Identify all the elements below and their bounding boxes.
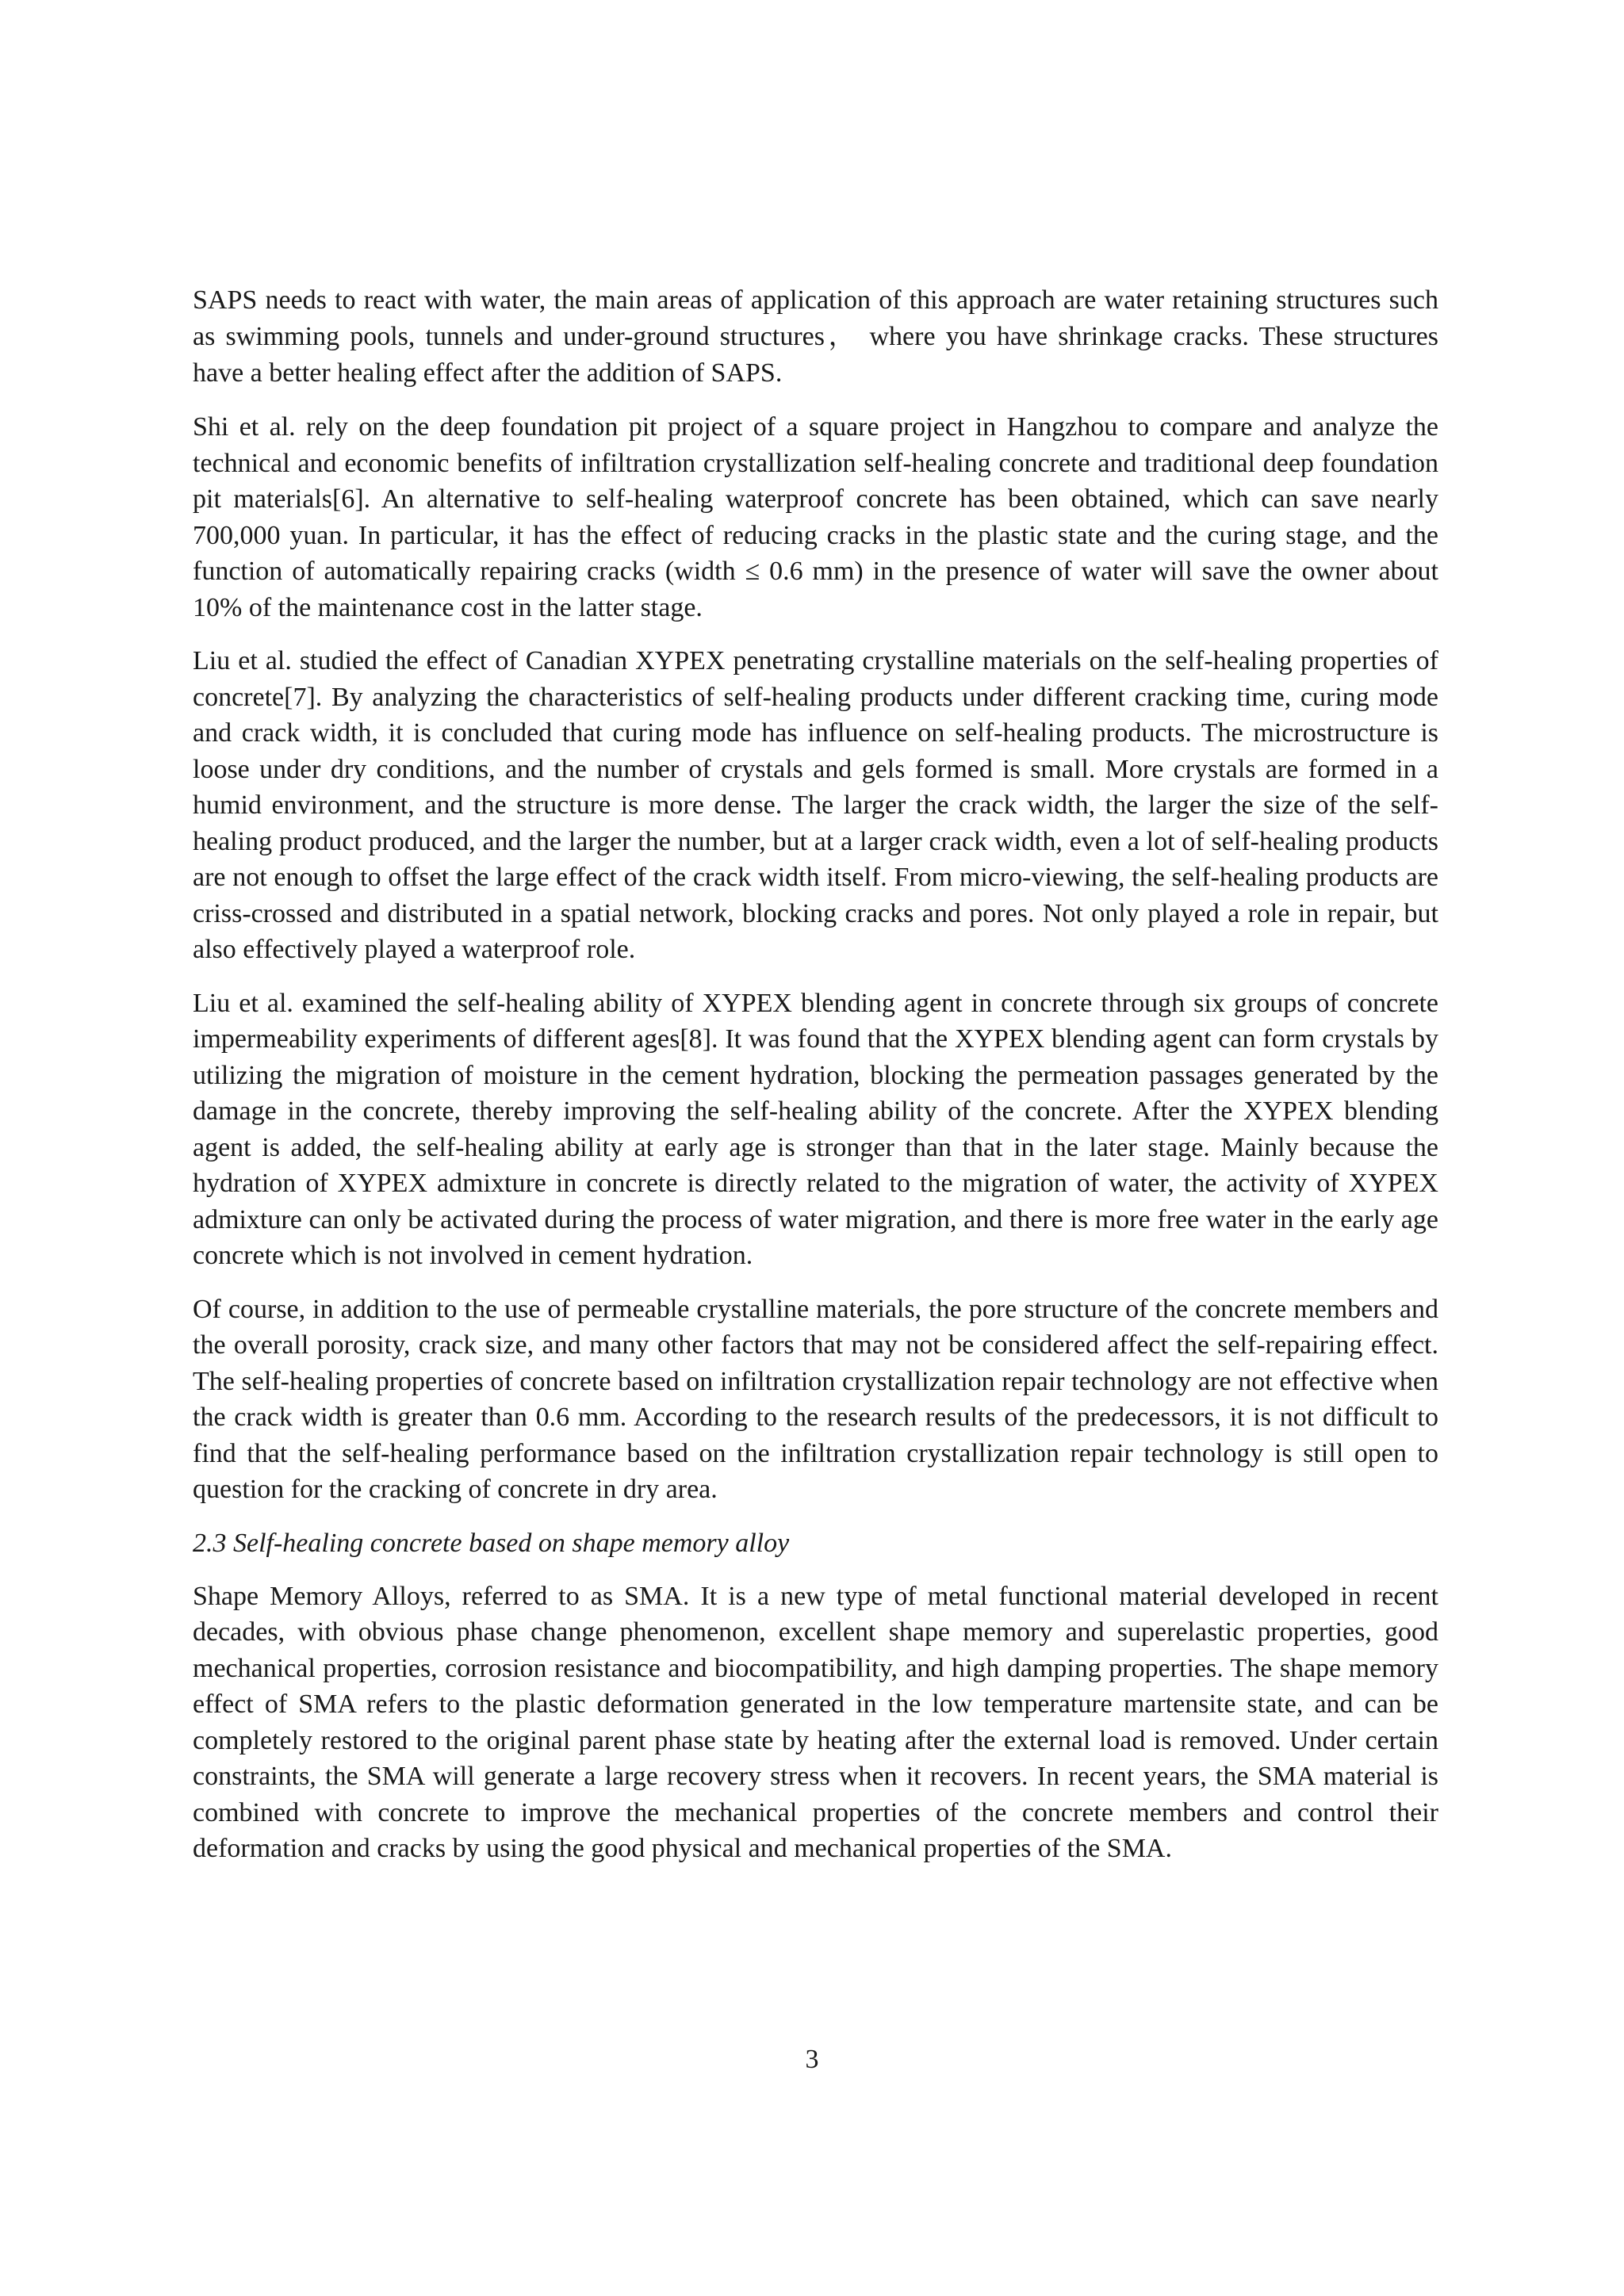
paragraph-saps-application: SAPS needs to react with water, the main areas of application of this approach are water retaining structures such as swimming pools, tunnels and under-ground structures， where you have shrinkage cracks. These structures have a better healing effect after the addition of SAPS. bbox=[193, 285, 1438, 388]
paragraph-permeable-crystalline-factors: Of course, in addition to the use of permeable crystalline materials, the pore structure of the concrete members and the overall porosity, crack size, and many other factors that may not be considered affect the self-repairing effect. The self-healing properties of concrete based on infiltration crystallization repair technology are not effective when the crack width is greater than 0.6 mm. According to the research results of the predecessors, it is not difficult to find that the self-healing performance based on the infiltration crystallization repair technology is still open to question for the cracking of concrete in dry area. bbox=[193, 1294, 1438, 1504]
section-heading-sma: 2.3 Self-healing concrete based on shape memory alloy bbox=[193, 1528, 790, 1558]
paragraph-liu-xypex-crystalline: Liu et al. studied the effect of Canadian XYPEX penetrating crystalline materials on the self-healing properties of concrete[7]. By analyzing the characteristics of self-healing products under different cracking time, curing mode and crack width, it is concluded that curing mode has influence on self-healing products. The microstructure is loose under dry conditions, and the number of crystals and gels formed is small. More crystals are formed in a humid environment, and the structure is more dense. The larger the crack width, the larger the size of the self-healing product produced, and the larger the number, but at a larger crack width, even a lot of self-healing products are not enough to offset the large effect of the crack width itself. From micro-viewing, the self-healing products are criss-crossed and distributed in a spatial network, blocking cracks and pores. Not only played a role in repair, but also effectively played a waterproof role. bbox=[193, 646, 1438, 964]
page-number: 3 bbox=[805, 2045, 819, 2074]
paragraph-sma-definition: Shape Memory Alloys, referred to as SMA. It is a new type of metal functional material developed in recent decades, with obvious phase change phenomenon, excellent shape memory and superelastic properties, good mechanical properties, corrosion resistance and biocompatibility, and high damping properties. The shape memory effect of SMA refers to the plastic deformation generated in the low temperature martensite state, and can be completely restored to the original parent phase state by heating after the external load is removed. Under certain constraints, the SMA will generate a large recovery stress when it recovers. In recent years, the SMA material is combined with concrete to improve the mechanical properties of the concrete members and control their deformation and cracks by using the good physical and mechanical properties of the SMA. bbox=[193, 1581, 1438, 1863]
paragraph-shi-et-al: Shi et al. rely on the deep foundation pit project of a square project in Hangzhou to compare and analyze the technical and economic benefits of infiltration crystallization self-healing concrete and traditional deep foundation pit materials[6]. An alternative to self-healing waterproof concrete has been obtained, which can save nearly 700,000 yuan. In particular, it has the effect of reducing cracks in the plastic state and the curing stage, and the function of automatically repairing cracks (width ≤ 0.6 mm) in the presence of water will save the owner about 10% of the maintenance cost in the latter stage. bbox=[193, 412, 1438, 622]
page-body bbox=[193, 282, 1438, 1885]
paragraph-liu-xypex-blending: Liu et al. examined the self-healing ability of XYPEX blending agent in concrete through six groups of concrete impermeability experiments of different ages[8]. It was found that the XYPEX blending agent can form crystals by utilizing the migration of moisture in the cement hydration, blocking the permeation passages generated by the damage in the concrete, thereby improving the self-healing ability of the concrete. After the XYPEX blending agent is added, the self-healing ability at early age is stronger than that in the later stage. Mainly because the hydration of XYPEX admixture in concrete is directly related to the migration of water, the activity of XYPEX admixture can only be activated during the process of water migration, and there is more free water in the early age concrete which is not involved in cement hydration. bbox=[193, 988, 1438, 1270]
